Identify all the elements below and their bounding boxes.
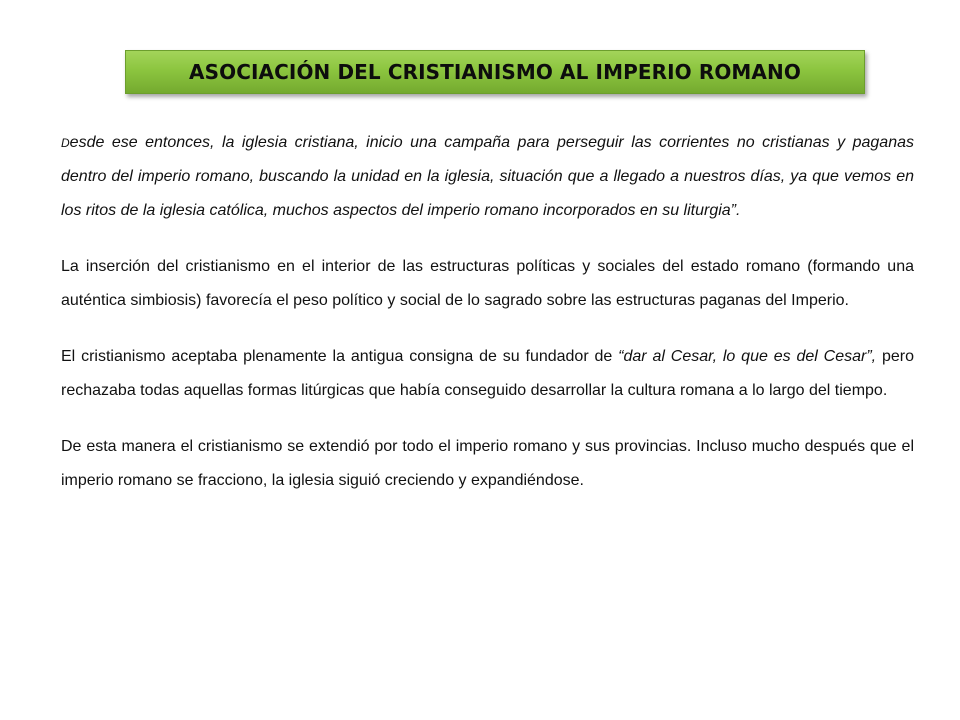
paragraph-3-quote: “dar al Cesar, lo que es del Cesar”,: [618, 348, 877, 365]
title-banner: [125, 50, 865, 94]
paragraph-1-first-letter: D: [61, 136, 70, 150]
paragraph-2: [61, 250, 914, 318]
body-text: [61, 126, 914, 520]
paragraph-3-text-before: El cristianismo aceptaba plenamente la antigua consigna de su fundador de: [61, 348, 619, 365]
paragraph-3-text-after: pero rechazaba todas aquellas formas litúrgicas que había conseguido desarrollar la cultura romana a lo largo del tiempo.: [61, 348, 914, 399]
slide-title: ASOCIACIÓN DEL CRISTIANISMO AL IMPERIO ROMANO: [189, 60, 801, 84]
paragraph-4-text: De esta manera el cristianismo se extendió por todo el imperio romano y sus provincias. Incluso mucho después que el imperio romano se fracciono, la iglesia siguió creciendo y expandiéndose.: [61, 438, 914, 489]
paragraph-4: [61, 430, 914, 498]
paragraph-1: [61, 126, 914, 228]
paragraph-1-text: esde ese entonces, la iglesia cristiana, inicio una campaña para perseguir las corrientes no cristianas y paganas dentro del imperio romano, buscando la unidad en la iglesia, situación que a llegado a nuestros días, ya que vemos en los ritos de la iglesia católica, muchos aspectos del imperio romano incorporados en su liturgia”.: [61, 134, 914, 219]
paragraph-2-text: La inserción del cristianismo en el interior de las estructuras políticas y sociales del estado romano (formando una auténtica simbiosis) favorecía el peso político y social de lo sagrado sobre las estructuras paganas del Imperio.: [61, 258, 914, 309]
paragraph-3: [61, 340, 914, 408]
